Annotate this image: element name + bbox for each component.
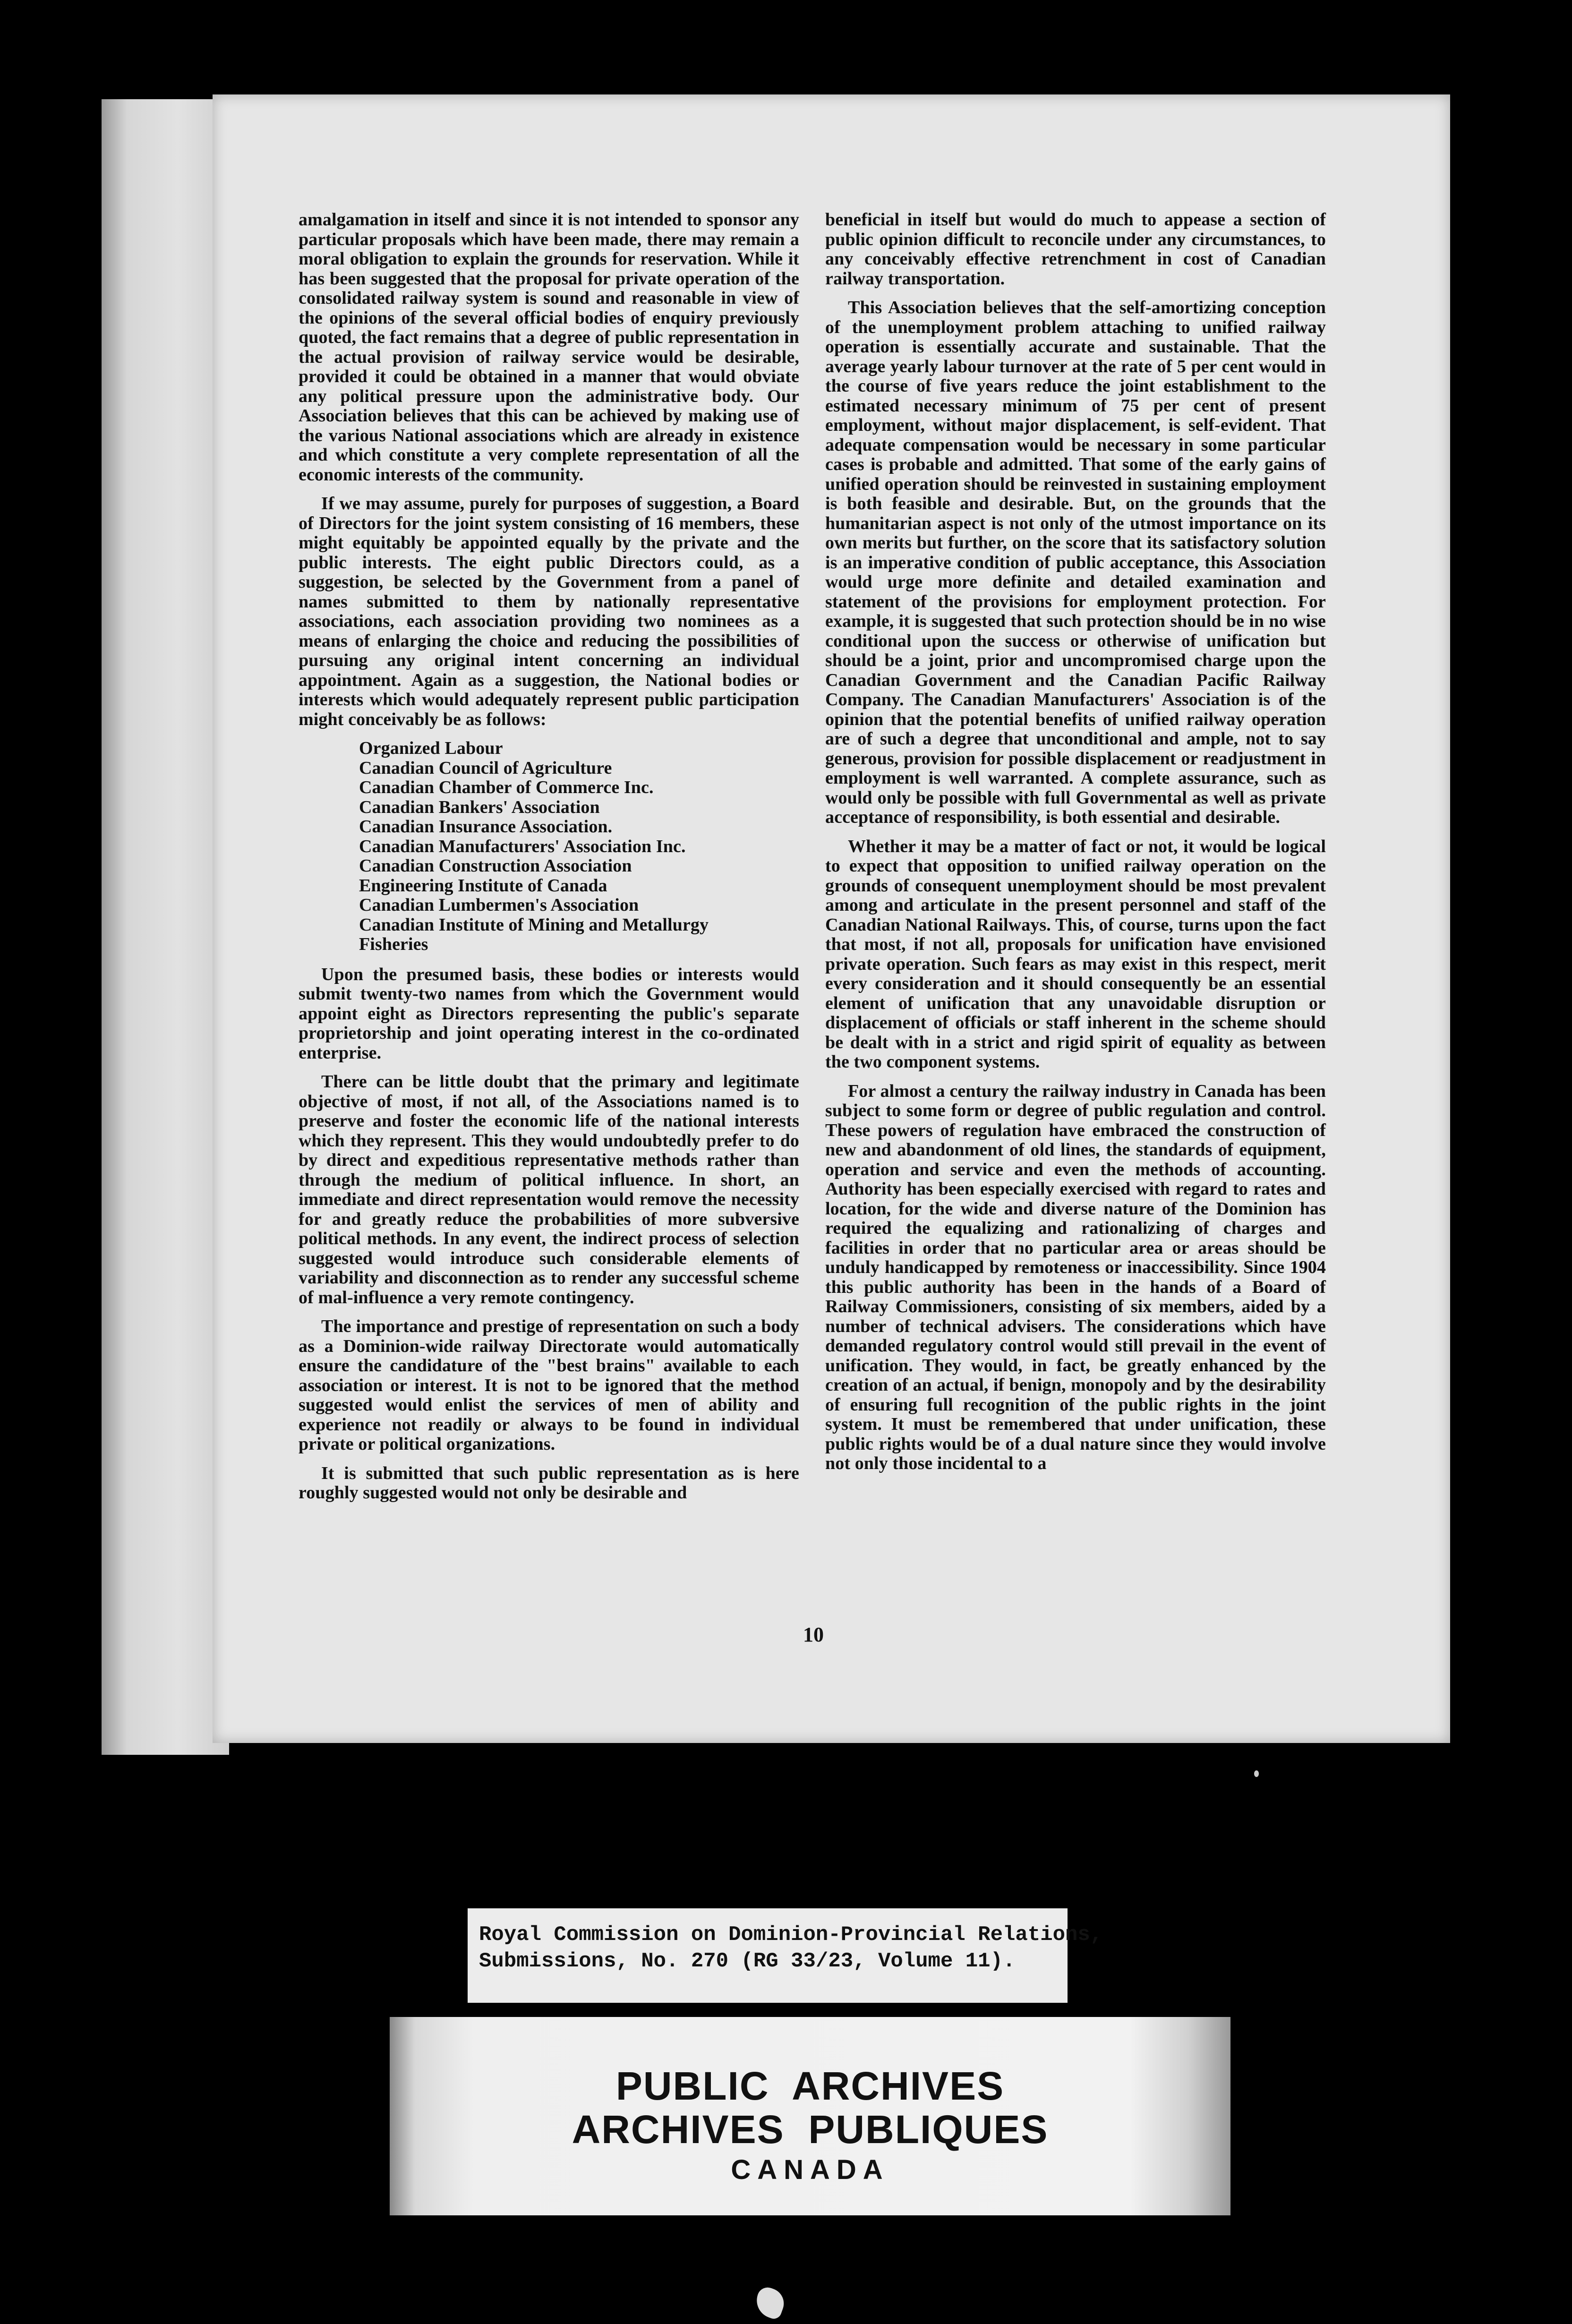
archive-caption <box>468 1908 1103 2003</box>
list-item: Fisheries <box>359 934 428 954</box>
left-paragraph-3: Upon the presumed basis, these bodies or interests would submit twenty-two names from which the Government would appoint eight as Directors representing the public's separate proprietorship and joint operating interest in the co-ordinated enterprise. <box>299 964 799 1063</box>
page-number: 10 <box>803 1623 824 1646</box>
caption-line-2: Submissions, No. 270 (RG 33/23, Volume 11). <box>479 1949 1016 1973</box>
list-item: Engineering Institute of Canada <box>359 875 607 896</box>
right-paragraph-4: For almost a century the railway industry in Canada has been subject to some form or degree of public regulation and control. These powers of regulation have embraced the construction of new and abandonment of old lines, the standards of equipment, operation and service and even the methods of accounting. Authority has been especially exercised with regard to rates and location, for the wide and diverse nature of the Dominion has required the equalizing and rationalizing of charges and facilities in order that no particular area or areas should be unduly handicapped by remoteness or inaccessibility. Since 1904 this public authority has been in the hands of a Board of Railway Commissioners, consisting of six members, aided by a number of technical advisers. The considerations which have demanded regulatory control would still prevail in the event of unification. They would, in fact, be greatly enhanced by the creation of an actual, if benign, monopoly and by the desirability of ensuring full recognition of the public rights in the joint system. It must be remembered that under unification, these public rights would be of a dual nature since they would involve not only those incidental to a <box>825 1081 1326 1473</box>
list-item: Canadian Construction Association <box>359 856 632 876</box>
list-item: Organized Labour <box>359 738 503 758</box>
left-paragraph-4: There can be little doubt that the primary and legitimate objective of most, if not all, of the Associations named is to preserve and foster the economic life of the national interests which they represent. This they would undoubtedly prefer to do by direct and expeditious representative methods rather than through the medium of political influence. In short, an immediate and direct representation would remove the necessity for and greatly reduce the probabilities of more subversive political methods. In any event, the indirect process of selection suggested would introduce such considerable elements of variability and disconnection as to render any successful scheme of mal-influence a very remote contingency. <box>299 1072 799 1307</box>
film-mark <box>752 2285 788 2321</box>
binding-spine <box>102 99 229 1755</box>
stamp-line-2: ARCHIVES PUBLIQUES <box>572 2107 1049 2152</box>
page-content <box>299 210 1326 1646</box>
list-item: Canadian Chamber of Commerce Inc. <box>359 778 654 797</box>
dust-speck <box>1254 1770 1259 1777</box>
right-column <box>825 210 1326 1483</box>
list-item: Canadian Insurance Association. <box>359 817 613 837</box>
caption-line-1: Royal Commission on Dominion-Provincial Relations, <box>479 1923 1103 1947</box>
stamp-line-3: CANADA <box>731 2154 889 2185</box>
list-item: Canadian Manufacturers' Association Inc. <box>359 836 686 856</box>
left-paragraph-5: The importance and prestige of representation on such a body as a Dominion-wide railway Directorate would automatically ensure the candidature of the "best brains" available to each association or interest. It is not to be ignored that the method suggested would enlist the services of men of ability and experience not readily or always to be found in individual private or political organizations. <box>299 1316 799 1454</box>
list-item: Canadian Bankers' Association <box>359 797 600 817</box>
stamp-line-1: PUBLIC ARCHIVES <box>615 2064 1005 2108</box>
left-paragraph-2: If we may assume, purely for purposes of suggestion, a Board of Directors for the joint system consisting of 16 members, these might equitably be appointed equally by the private and the public interests. The eight public Directors could, as a suggestion, be selected by the Government from a panel of names submitted to them by nationally representative associations, each association providing two nominees as a means of enlarging the choice and reducing the possibilities of pursuing any original intent concerning an individual appointment. Again as a suggestion, the National bodies or interests which would adequately represent public participation might conceivably be as follows: <box>299 494 799 729</box>
association-list <box>359 739 799 955</box>
left-paragraph-1: amalgamation in itself and since it is not intended to sponsor any particular proposals which have been made, there may remain a moral obligation to explain the grounds for reservation. While it has been suggested that the proposal for private operation of the consolidated railway system is sound and reasonable in view of the opinions of the several official bodies of enquiry previously quoted, the fact remains that a degree of public representation in the actual provision of railway service would be desirable, provided it could be obtained in a manner that would obviate any political pressure upon the administrative body. Our Association believes that this can be achieved by making use of the various National associations which are already in existence and which constitute a very complete representation of all the economic interests of the community. <box>299 210 799 485</box>
list-item: Canadian Council of Agriculture <box>359 758 612 778</box>
right-paragraph-3: Whether it may be a matter of fact or not, it would be logical to expect that opposition to unified railway operation on the grounds of consequent unemployment should be most prevalent among and articulate in the present personnel and staff of the Canadian National Railways. This, of course, turns upon the fact that most, if not all, proposals for unification have envisioned private operation. Such fears as may exist in this respect, merit every consideration and it should consequently be an essential element of unification that any unavoidable disruption or displacement of officials or staff inherent in the scheme should be dealt with in a strict and rigid spirit of equality as between the two component systems. <box>825 836 1326 1072</box>
list-item: Canadian Institute of Mining and Metallurgy <box>359 914 709 935</box>
list-item: Canadian Lumbermen's Association <box>359 895 639 915</box>
archives-stamp <box>390 2017 1230 2215</box>
left-paragraph-6: It is submitted that such public representation as is here roughly suggested would not only be desirable and <box>299 1463 799 1503</box>
right-paragraph-1: beneficial in itself but would do much to appease a section of public opinion difficult to reconcile under any circumstances, to any conceivably effective retrenchment in cost of Canadian railway transportation. <box>825 210 1326 289</box>
right-paragraph-2: This Association believes that the self-amortizing conception of the unemployment problem attaching to unified railway operation is essentially accurate and sustainable. That the average yearly labour turnover at the rate of 5 per cent would in the course of five years reduce the joint establishment to the estimated necessary minimum of 75 per cent of present employment, without major displacement, is self-evident. That adequate compensation would be necessary in some particular cases is probable and admitted. That some of the early gains of unified operation should be reinvested in sustaining employment is both feasible and desirable. But, on the grounds that the humanitarian aspect is not only of the utmost importance on its own merits but further, on the score that its satisfactory solution is an imperative condition of public acceptance, this Association would urge more definite and detailed examination and statement of the provisions for employment protection. For example, it is suggested that such protection should be in no wise conditional upon the success or otherwise of unification but should be a joint, prior and uncompromised charge upon the Canadian Government and the Canadian Pacific Railway Company. The Canadian Manufacturers' Association is of the opinion that the potential benefits of unified railway operation are of such a degree that unconditional and ample, not to say generous, provision for possible displacement or readjustment in employment is well warranted. A complete assurance, such as would only be possible with full Governmental as well as private acceptance of responsibility, is both essential and desirable. <box>825 298 1326 827</box>
left-column <box>299 210 799 1512</box>
